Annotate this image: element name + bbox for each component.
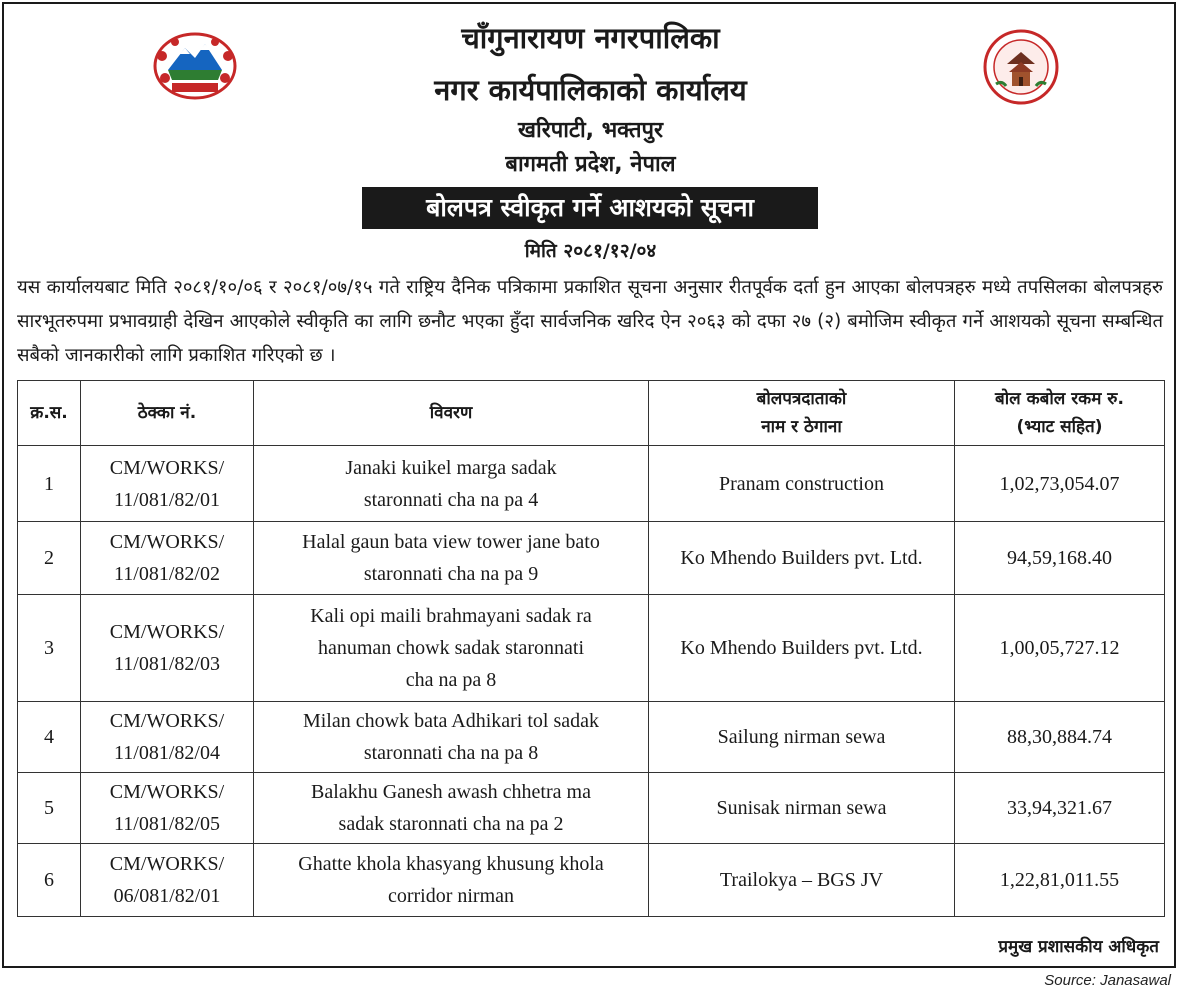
municipality-name: चाँगुनारायण नगरपालिका xyxy=(461,21,720,55)
description-line: Kali opi maili brahmayani sadak ra xyxy=(310,605,592,627)
cell-amount: 94,59,168.40 xyxy=(955,522,1165,595)
cell-description xyxy=(254,844,649,917)
cell-description xyxy=(254,773,649,844)
cell-amount: 1,00,05,727.12 xyxy=(955,595,1165,702)
cell-description xyxy=(254,595,649,702)
cell-amount: 1,02,73,054.07 xyxy=(955,446,1165,522)
contract-no-line: CM/WORKS/ xyxy=(109,531,225,553)
description-line: staronnati cha na pa 8 xyxy=(363,742,539,764)
cell-bidder: Sailung nirman sewa xyxy=(649,702,955,773)
cell-bidder: Sunisak nirman sewa xyxy=(649,773,955,844)
cell-description xyxy=(254,702,649,773)
col-header-description: विवरण xyxy=(254,381,649,446)
cell-sn: 5 xyxy=(18,773,81,844)
description-line: staronnati cha na pa 9 xyxy=(363,563,539,585)
source-credit: Source: Janasawal xyxy=(1044,972,1171,989)
contract-no-line: CM/WORKS/ xyxy=(109,781,225,803)
table-row xyxy=(18,773,1165,844)
contract-no-line: CM/WORKS/ xyxy=(109,456,225,479)
cell-contract-no xyxy=(81,702,254,773)
description-line: Janaki kuikel marga sadak xyxy=(345,456,557,479)
col-header-contract-no: ठेक्का नं. xyxy=(81,381,254,446)
bidder-header-line2: नाम र ठेगाना xyxy=(761,417,842,437)
notice-date: मिति २०८१/१२/०४ xyxy=(524,240,657,262)
table-row xyxy=(18,446,1165,522)
notice-title-banner: बोलपत्र स्वीकृत गर्ने आशयको सूचना xyxy=(362,187,818,229)
office-name: नगर कार्यपालिकाको कार्यालय xyxy=(434,73,747,107)
cell-description xyxy=(254,522,649,595)
cell-contract-no xyxy=(81,773,254,844)
cell-description xyxy=(254,446,649,522)
province-country: बागमती प्रदेश, नेपाल xyxy=(505,152,676,177)
col-header-sn: क्र.स. xyxy=(18,381,81,446)
description-line: cha na pa 8 xyxy=(405,669,497,691)
contract-no-line: CM/WORKS/ xyxy=(109,710,225,732)
cell-contract-no xyxy=(81,844,254,917)
table-row xyxy=(18,595,1165,702)
col-header-amount xyxy=(955,381,1165,446)
bid-table xyxy=(17,380,1165,917)
description-line: Balakhu Ganesh awash chhetra ma xyxy=(311,781,591,803)
cell-bidder: Trailokya – BGS JV xyxy=(649,844,955,917)
contract-no-line: CM/WORKS/ xyxy=(109,621,225,643)
cell-sn: 6 xyxy=(18,844,81,917)
cell-amount: 33,94,321.67 xyxy=(955,773,1165,844)
cell-amount: 88,30,884.74 xyxy=(955,702,1165,773)
amount-header-line1: बोल कबोल रकम रु. xyxy=(995,389,1124,409)
cell-contract-no xyxy=(81,595,254,702)
contract-no-line: 11/081/82/04 xyxy=(114,742,220,764)
bidder-header-line1: बोलपत्रदाताको xyxy=(756,389,847,409)
cell-bidder: Pranam construction xyxy=(649,446,955,522)
description-line: Ghatte khola khasyang khusung khola xyxy=(298,853,604,875)
cell-contract-no xyxy=(81,522,254,595)
cell-bidder: Ko Mhendo Builders pvt. Ltd. xyxy=(649,595,955,702)
cell-sn: 2 xyxy=(18,522,81,595)
description-line: sadak staronnati cha na pa 2 xyxy=(338,813,564,835)
cell-sn: 4 xyxy=(18,702,81,773)
col-header-bidder xyxy=(649,381,955,446)
description-line: corridor nirman xyxy=(387,885,515,907)
cell-bidder: Ko Mhendo Builders pvt. Ltd. xyxy=(649,522,955,595)
cell-sn: 1 xyxy=(18,446,81,522)
notice-intro-paragraph: यस कार्यालयबाट मिति २०८१/१०/०६ र २०८१/०७/१५ गते राष्ट्रिय दैनिक पत्रिकामा प्रकाशित सूचना अनुसार रीतपूर्वक दर्ता हुन आएका बोलपत्रहरु मध्ये तपसिलका बोलपत्रहरु सारभूतरुपमा प्रभावग्राही देखिन आएकोले स्वीकृति का लागि छनौट भएका हुँदा सार्वजनिक खरिद ऐन २०६३ को दफा २७ (२) बमोजिम स्वीकृत गर्ने आशयको सूचना सम्बन्धित सबैको जानकारीको लागि प्रकाशित गरिएको छ । xyxy=(17,277,1163,366)
contract-no-line: 11/081/82/05 xyxy=(114,813,220,835)
table-header-row xyxy=(18,381,1165,446)
description-line: Halal gaun bata view tower jane bato xyxy=(302,531,600,553)
description-line: Milan chowk bata Adhikari tol sadak xyxy=(302,710,600,732)
cell-sn: 3 xyxy=(18,595,81,702)
signatory-title: प्रमुख प्रशासकीय अधिकृत xyxy=(998,937,1159,957)
description-line: hanuman chowk sadak staronnati xyxy=(317,637,585,659)
table-row xyxy=(18,844,1165,917)
contract-no-line: 06/081/82/01 xyxy=(113,885,221,907)
table-row xyxy=(18,702,1165,773)
contract-no-line: 11/081/82/02 xyxy=(114,563,220,585)
table-row xyxy=(18,522,1165,595)
cell-contract-no xyxy=(81,446,254,522)
description-line: staronnati cha na pa 4 xyxy=(363,488,539,511)
contract-no-line: 11/081/82/03 xyxy=(114,653,220,675)
office-location: खरिपाटी, भक्तपुर xyxy=(518,118,663,143)
contract-no-line: 11/081/82/01 xyxy=(114,488,220,511)
amount-header-line2: (भ्याट सहित) xyxy=(1016,417,1103,437)
cell-amount: 1,22,81,011.55 xyxy=(955,844,1165,917)
contract-no-line: CM/WORKS/ xyxy=(109,853,225,875)
